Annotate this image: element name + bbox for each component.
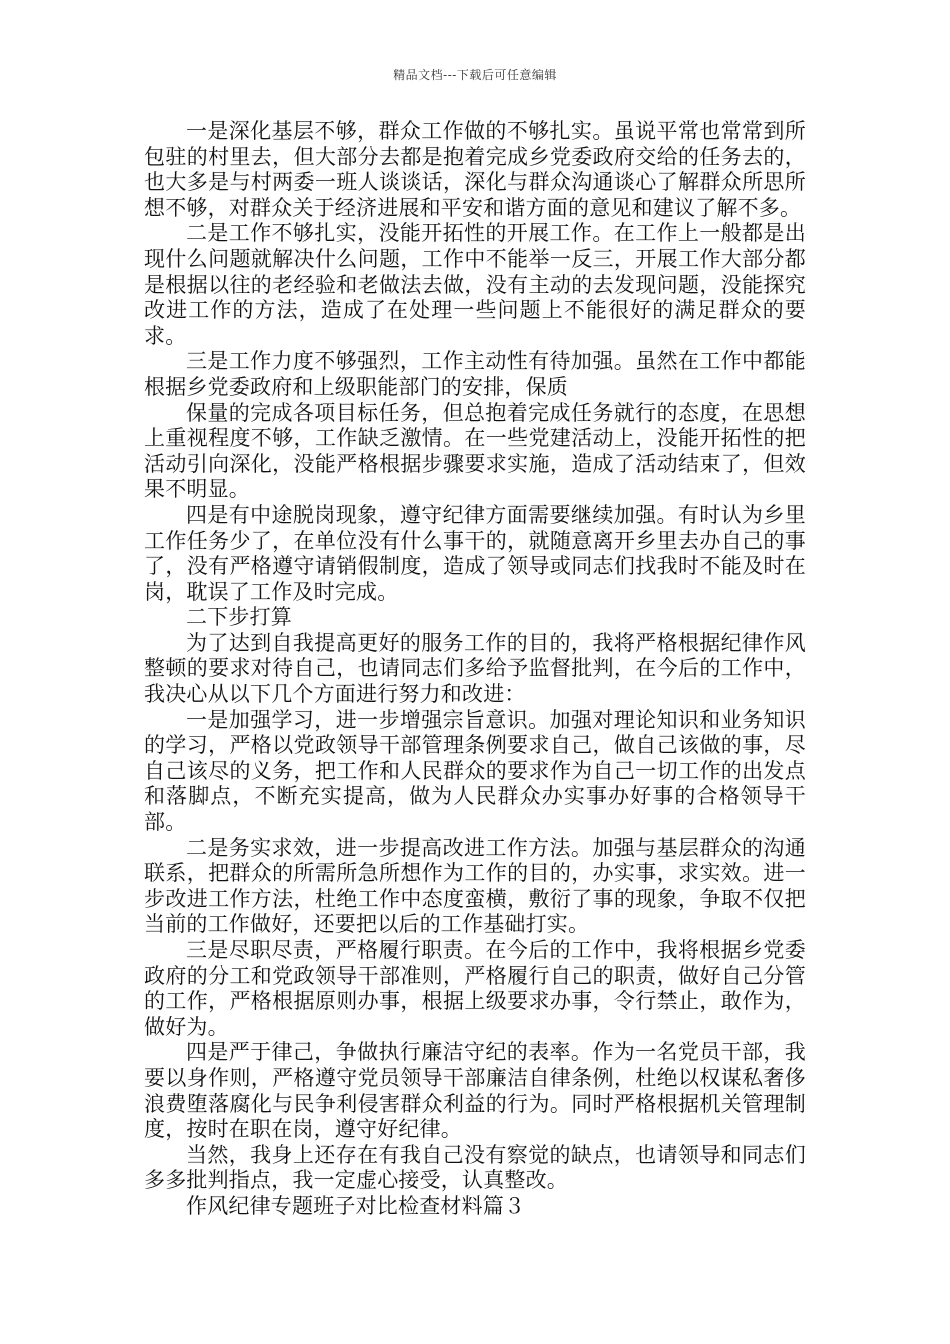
paragraph-problem-4: 四是有中途脱岗现象，遵守纪律方面需要继续加强。有时认为乡里工作任务少了，在单位没有什么事干的，就随意离开乡里去办自己的事了，没有严格遵守请销假制度，造成了领导或同志们找我时不能及时在岗，耽误了工作及时完成。 (144, 502, 806, 604)
paragraph-plan-intro: 为了达到自我提高更好的服务工作的目的，我将严格根据纪律作风整顿的要求对待自己，也请同志们多给予监督批判，在今后的工作中，我决心从以下几个方面进行努力和改进： (144, 630, 806, 707)
section-heading-next-steps: 二下步打算 (186, 605, 292, 630)
paragraph-plan-3: 三是尽职尽责，严格履行职责。在今后的工作中，我将根据乡党委政府的分工和党政领导干部准则，严格履行自己的职责，做好自己分管的工作，严格根据原则办事，根据上级要求办事，令行禁止，敢作为，做好为。 (144, 938, 806, 1039)
next-article-title: 作风纪律专题班子对比检查材料篇３ (186, 1193, 526, 1218)
document-body (144, 119, 806, 1220)
paragraph-problem-3-continued: 保量的完成各项目标任务，但总抱着完成任务就行的态度，在思想上重视程度不够，工作缺乏激情。在一些党建活动上，没能开拓性的把活动引向深化，没能严格根据步骤要求实施，造成了活动结束了，但效果不明显。 (144, 400, 806, 502)
paragraph-plan-2: 二是务实求效，进一步提高改进工作方法。加强与基层群众的沟通联系，把群众的所需所急所想作为工作的目的，办实事，求实效。进一步改进工作方法，杜绝工作中态度蛮横，敷衍了事的现象，争取不仅把当前的工作做好，还要把以后的工作基础打实。 (144, 835, 806, 937)
paragraph-problem-1: 一是深化基层不够，群众工作做的不够扎实。虽说平常也常常到所包驻的村里去，但大部分去都是抱着完成乡党委政府交给的任务去的，也大多是与村两委一班人谈谈话，深化与群众沟通谈心了解群众所思所想不够，对群众关于经济进展和平安和谐方面的意见和建议了解不多。 (144, 119, 806, 220)
paragraph-plan-1: 一是加强学习，进一步增强宗旨意识。加强对理论知识和业务知识的学习，严格以党政领导干部管理条例要求自己，做自己该做的事，尽自己该尽的义务，把工作和人民群众的要求作为自己一切工作的出发点和落脚点，不断充实提高，做为人民群众办实事办好事的合格领导干部。 (144, 707, 806, 835)
page-header: 精品文档---下载后可任意编辑 (393, 68, 557, 82)
paragraph-problem-3: 三是工作力度不够强烈，工作主动性有待加强。虽然在工作中都能根据乡党委政府和上级职能部门的安排，保质 (144, 349, 806, 399)
paragraph-closing: 当然，我身上还存在有我自己没有察觉的缺点，也请领导和同志们多多批判指点，我一定虚心接受，认真整改。 (144, 1142, 806, 1193)
paragraph-plan-4: 四是严于律己，争做执行廉洁守纪的表率。作为一名党员干部，我要以身作则，严格遵守党员领导干部廉洁自律条例，杜绝以权谋私奢侈浪费堕落腐化与民争利侵害群众利益的行为。同时严格根据机关管理制度，按时在职在岗，遵守好纪律。 (144, 1040, 806, 1142)
paragraph-problem-2: 二是工作不够扎实，没能开拓性的开展工作。在工作上一般都是出现什么问题就解决什么问题，工作中不能举一反三，开展工作大部分都是根据以往的老经验和老做法去做，没有主动的去发现问题，没能探究改进工作的方法，造成了在处理一些问题上不能很好的满足群众的要求。 (144, 221, 806, 348)
